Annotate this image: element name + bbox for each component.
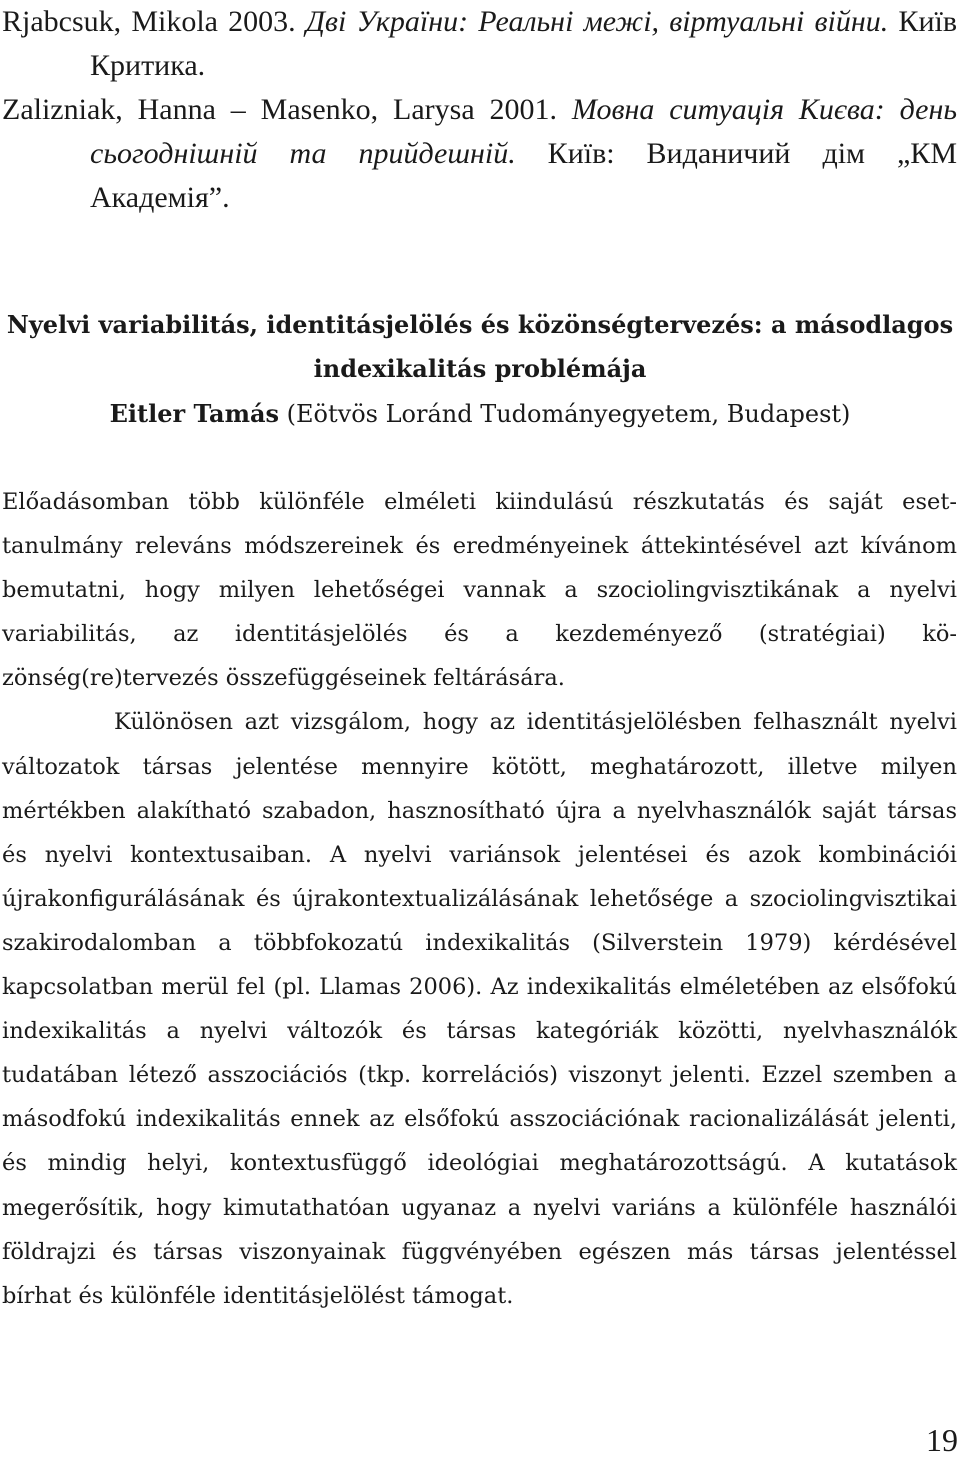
author-line [0, 392, 960, 436]
reference-entry [2, 0, 957, 88]
reference-authors-year: Zalizniak, Hanna – Masenko, Larysa 2001. [2, 93, 572, 126]
article-title-line: Nyelvi variabilitás, identitásjelölés és közönségtervezés: a másodlagos [6, 310, 954, 339]
article-title-line: indexikalitás problémája [313, 354, 647, 383]
page-number: 19 [926, 1422, 958, 1458]
reference-entry [2, 88, 957, 220]
author-affiliation: (Eötvös Loránd Tudományegyetem, Budapest) [279, 400, 851, 428]
abstract-body [2, 480, 957, 1318]
reference-publisher: Київ: Виданичий дім „КМ Академія”. [90, 137, 957, 214]
article-title [0, 303, 960, 391]
reference-title: Дві України: Реальні межі, віртуальні війни. [305, 5, 889, 38]
reference-publisher: Київ Критика. [90, 5, 958, 82]
reference-authors-year: Rjabcsuk, Mikola 2003. [2, 5, 306, 38]
author-name: Eitler Tamás [109, 399, 280, 428]
reference-list [2, 0, 957, 220]
abstract-paragraph: Előadásomban több különféle elméleti kiindulású részkutatás és saját esettanulmány releváns módszereinek és eredményeinek áttekintésével azt kívánom bemutatni, hogy milyen lehetőségei vannak a szociolingvisztikának a nyelvi variabilitás, az identitásjelölés és a kezdeményező (stratégiai) közönség(re)tervezés összefüggéseinek feltárására. [2, 489, 957, 692]
reference-title: Мовна ситуація Києва: день сьогоднішній та прийдешній. [90, 93, 957, 170]
abstract-paragraph: Különösen azt vizsgálom, hogy az identitásjelölésben felhasznált nyelvi változatok társas jelentése mennyire kötött, meghatározott, illetve milyen mértékben alakítható szabadon, hasznosítható újra a nyelvhasználók saját társas és nyelvi kontextusaiban. A nyelvi variánsok jelentései és azok kombinációi újrakonfigurálásának és újrakontextualizálásának lehetősége a szociolingvisztikai szakirodalomban a többfokozatú indexikalitás (Silverstein 1979) kérdésével kapcsolatban merül fel (pl. Llamas 2006). Az indexikalitás elméletében az elsőfokú indexikalitás a nyelvi változók és társas kategóriák közötti, nyelvhasználók tudatában létező asszociációs (tkp. korrelációs) viszonyt jelenti. Ezzel szemben a másodfokú indexikalitás ennek az elsőfokú asszociációnak racionalizálását jelenti, és mindig helyi, kontextusfüggő ideológiai meghatározottságú. A kutatások megerősítik, hogy kimutathatóan ugyanaz a nyelvi variáns a különféle használói földrajzi és társas viszonyainak függvényében egészen más társas jelentéssel bírhat és különféle identitásjelölést támogat. [2, 709, 957, 1309]
